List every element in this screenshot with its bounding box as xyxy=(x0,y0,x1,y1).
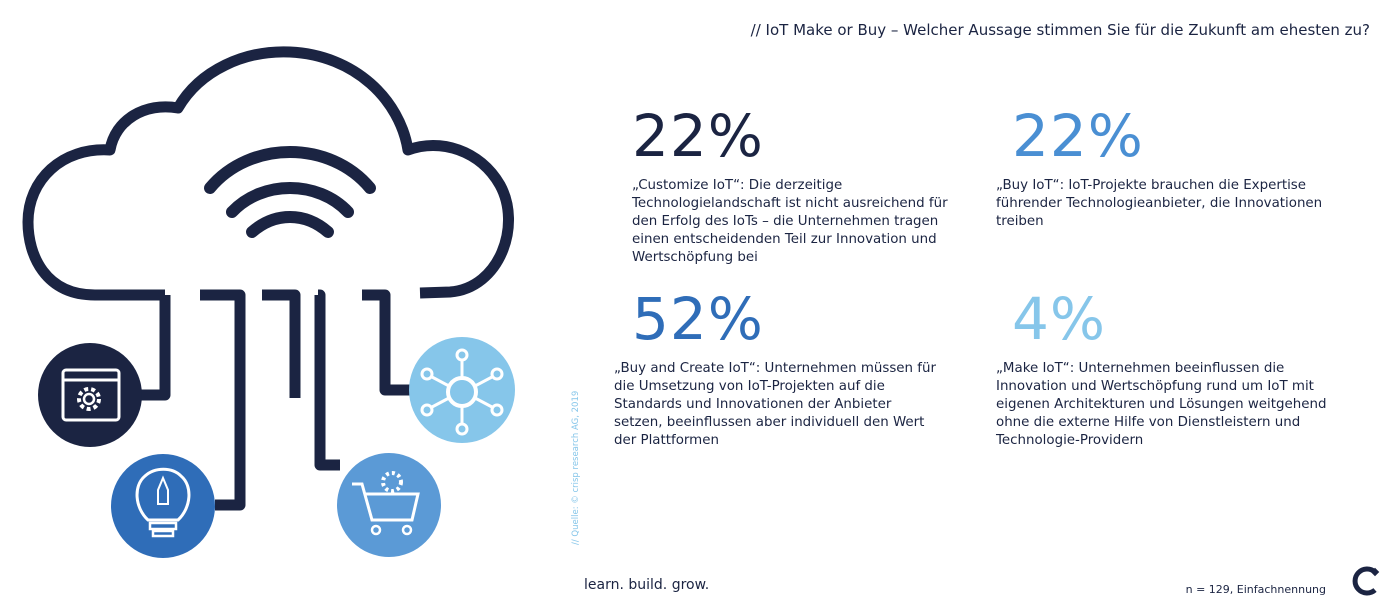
stat-value: 4% xyxy=(1012,285,1107,353)
stat-make-iot xyxy=(996,285,1336,450)
stat-buy-and-create-iot xyxy=(614,285,944,450)
page-title: // IoT Make or Buy – Welcher Aussage stimmen Sie für die Zukunft am ehesten zu? xyxy=(750,21,1370,39)
settings-window-icon xyxy=(38,343,142,447)
cloud-illustration xyxy=(0,0,560,560)
source-note: // Quelle: © crisp research AG, 2019 xyxy=(571,390,581,545)
stat-value: 22% xyxy=(1012,102,1144,170)
stat-buy-iot xyxy=(996,102,1336,231)
stat-description: „Buy IoT“: IoT-Projekte brauchen die Expertise führender Technologieanbieter, die Innovationen treiben xyxy=(996,178,1323,229)
network-hub-icon xyxy=(409,337,515,443)
crisp-logo-icon xyxy=(1351,566,1381,596)
slogan: learn. build. grow. xyxy=(584,577,710,593)
sample-note: n = 129, Einfachnennung xyxy=(1185,583,1326,596)
cart-gear-icon xyxy=(337,453,441,557)
stat-value: 22% xyxy=(632,102,764,170)
wifi-icon xyxy=(210,152,370,232)
stat-description: „Make IoT“: Unternehmen beeinflussen die Innovation und Wertschöpfung rund um IoT mit eigenen Architekturen und Lösungen weitgehend ohne die externe Hilfe von Dienstleistern und Technologie-Providern xyxy=(996,361,1327,448)
stat-description: „Buy and Create IoT“: Unternehmen müssen für die Umsetzung von IoT-Projekten auf die Standards und Innovationen der Anbieter setzen, beeinflussen aber individuell den Wert der Plattformen xyxy=(614,361,936,448)
stat-description: „Customize IoT“: Die derzeitige Technologielandschaft ist nicht ausreichend für den Erfolg des IoTs – die Unternehmen tragen einen entscheidenden Teil zur Innovation und Wertschöpfung bei xyxy=(632,178,948,265)
stat-value: 52% xyxy=(632,285,764,353)
stat-customize-iot xyxy=(632,102,962,267)
lightbulb-rocket-icon xyxy=(111,454,215,558)
